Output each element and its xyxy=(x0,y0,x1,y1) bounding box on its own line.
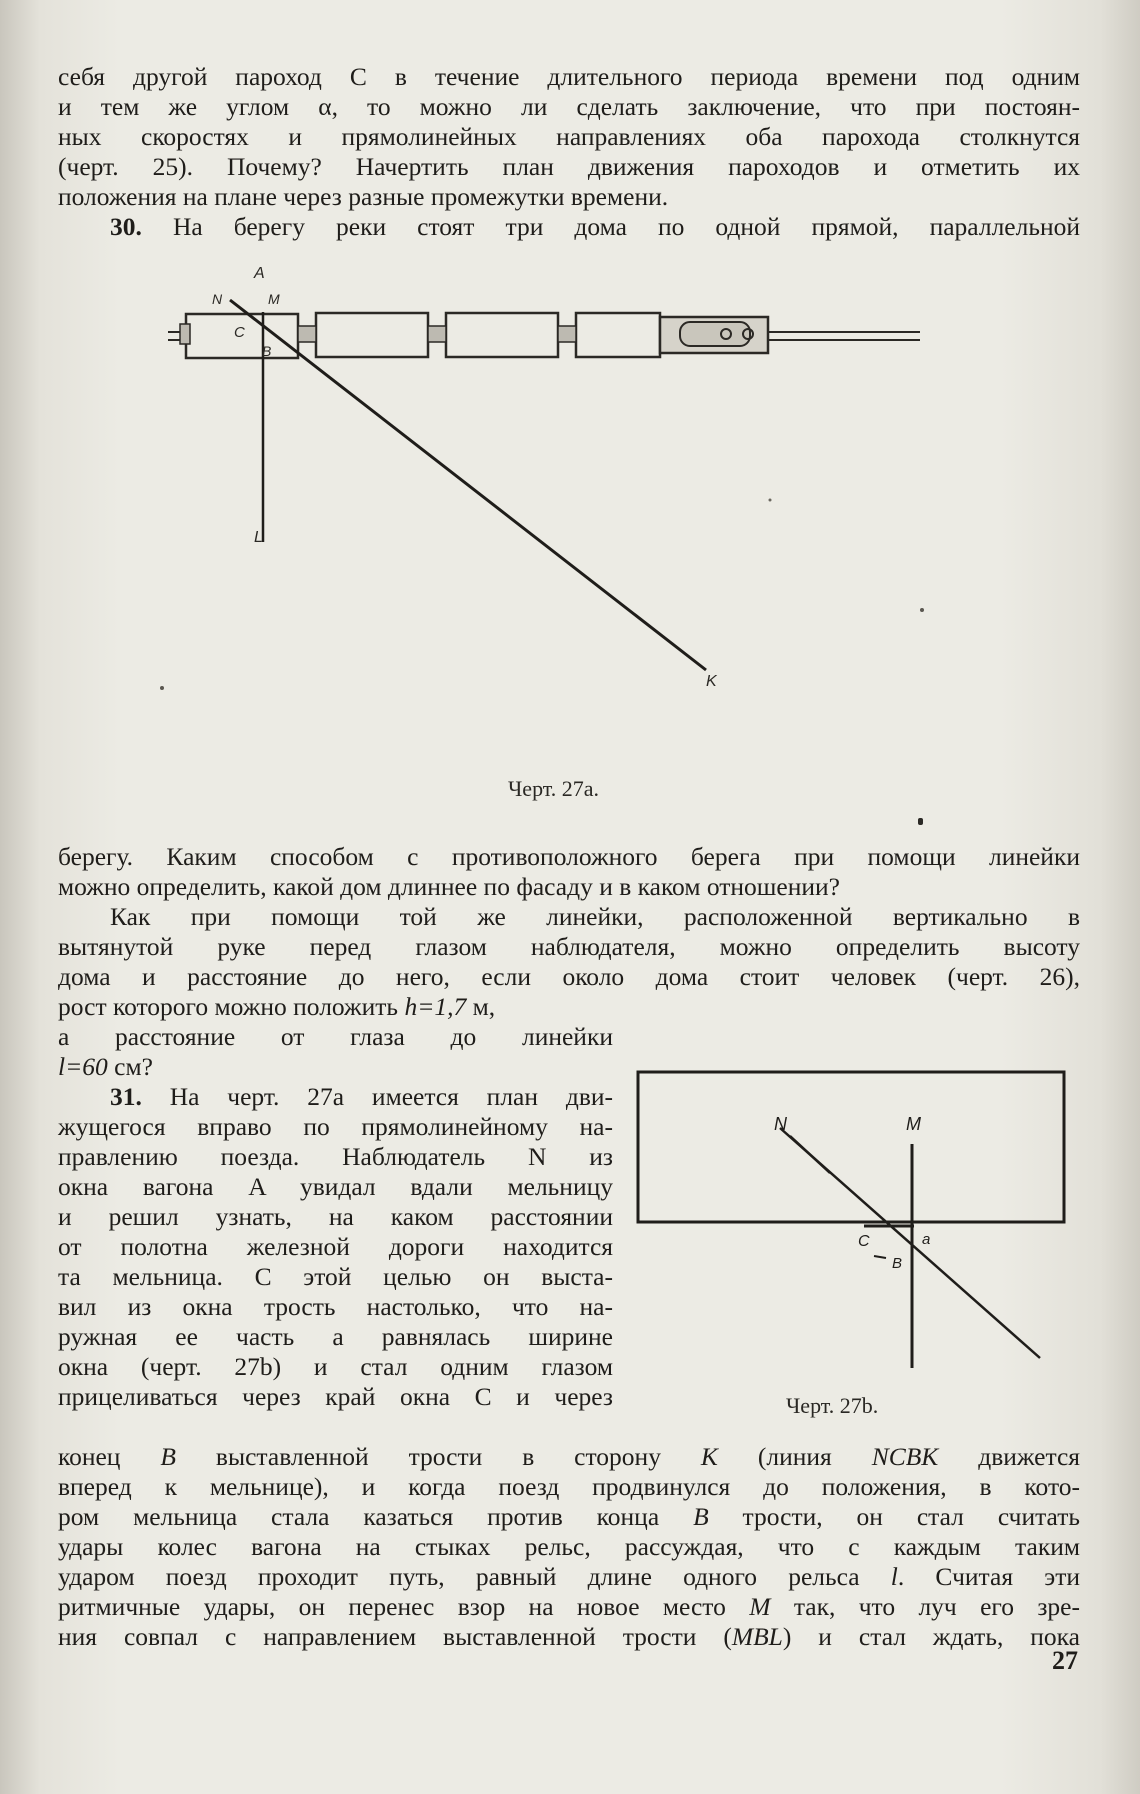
text-line: вытянутой руке перед глазом наблюдателя, можно определить высоту xyxy=(58,932,1080,961)
problem-31-column xyxy=(58,992,613,1412)
text-line: окна вагона A увидал вдали мельницу xyxy=(58,1172,613,1201)
text-line: и тем же углом α, то можно ли сделать заключение, что при постоян- xyxy=(58,92,1080,121)
text-line: вил из окна трость настолько, что на- xyxy=(58,1292,613,1321)
caption-27b: Черт. 27b. xyxy=(786,1393,879,1418)
problem-31-start: 31. На черт. 27а имеется план дви- xyxy=(110,1082,613,1111)
caption-27a: Черт. 27a. xyxy=(508,776,599,801)
text-line: l=60 см? xyxy=(58,1052,153,1081)
locomotive xyxy=(660,317,768,353)
text-line: ром мельница стала казаться против конца B трости, он стал считать xyxy=(58,1502,1080,1531)
text-line: прицеливаться через край окна C и через xyxy=(58,1382,613,1411)
text-line: жущегося вправо по прямолинейному на- xyxy=(58,1112,613,1141)
label-A: A xyxy=(254,265,265,282)
text-line: рост которого можно положить h=1,7 м, xyxy=(58,992,496,1021)
wagon-2 xyxy=(316,313,428,357)
label-C: C xyxy=(858,1233,870,1250)
text-line: (черт. 25). Почему? Начертить план движения пароходов и отметить их xyxy=(58,152,1080,181)
figure-27b xyxy=(630,1068,1080,1378)
label-B: B xyxy=(892,1255,903,1272)
label-N: N xyxy=(774,1114,787,1134)
label-C: C xyxy=(234,324,245,341)
label-N: N xyxy=(212,291,223,307)
text-line: можно определить, какой дом длиннее по фасаду и в каком отношении? xyxy=(58,872,840,901)
label-K: K xyxy=(706,673,717,690)
text-line: а расстояние от глаза до линейки xyxy=(58,1022,613,1051)
window-frame xyxy=(638,1072,1064,1222)
text-line: берегу. Каким способом с противоположного берега при помощи линейки xyxy=(58,842,1080,871)
text-line: ритмичные удары, он перенес взор на новое место M так, что луч его зре- xyxy=(58,1592,1080,1621)
text-line: ударом поезд проходит путь, равный длине одного рельса l. Считая эти xyxy=(58,1562,1080,1591)
label-B: B xyxy=(262,343,272,359)
bottom-paragraph xyxy=(58,1442,1080,1652)
figure-27a xyxy=(150,265,930,800)
top-paragraph xyxy=(58,62,1080,242)
wagon-3 xyxy=(446,313,558,357)
text-line: ных скоростях и прямолинейных направлениях оба парохода столкнутся xyxy=(58,122,1080,151)
label-L: L xyxy=(254,529,263,546)
label-M: M xyxy=(268,291,280,307)
text-line: дома и расстояние до него, если около дома стоит человек (черт. 26), xyxy=(58,962,1080,991)
problem-30-start: 30. На берегу реки стоят три дома по одной прямой, параллельной xyxy=(110,212,1081,241)
page-number: 27 xyxy=(1052,1646,1078,1675)
text-line: себя другой пароход C в течение длительного периода времени под одним xyxy=(58,62,1080,91)
text-line: та мельница. С этой целью он выста- xyxy=(58,1262,613,1291)
wagon-4 xyxy=(576,313,660,357)
label-M: M xyxy=(906,1114,921,1134)
sight-line-NCBK xyxy=(780,1128,1040,1358)
text-line: вперед к мельнице), и когда поезд продвинулся до положения, в кото- xyxy=(58,1472,1080,1501)
text-line: от полотна железной дороги находится xyxy=(58,1232,613,1261)
text-line: удары колес вагона на стыках рельс, рассуждая, что с каждым таким xyxy=(58,1532,1080,1561)
middle-paragraph xyxy=(58,842,1080,992)
text-line: окна (черт. 27b) и стал одним глазом xyxy=(58,1352,613,1381)
text-line: ружная ее часть a равнялась ширине xyxy=(58,1322,613,1351)
ink-dot xyxy=(918,818,923,825)
text-line: ния совпал с направлением выставленной трости (MBL) и стал ждать, пока xyxy=(58,1622,1080,1651)
text-line: Как при помощи той же линейки, расположенной вертикально в xyxy=(110,902,1080,931)
text-line: конец B выставленной трости в сторону K (линия NCBK движется xyxy=(58,1442,1080,1471)
text-line: положения на плане через разные промежутки времени. xyxy=(58,182,669,211)
text-line: и решил узнать, на каком расстоянии xyxy=(58,1202,613,1231)
text-line: правлению поезда. Наблюдатель N из xyxy=(58,1142,613,1171)
label-a: a xyxy=(922,1231,931,1248)
